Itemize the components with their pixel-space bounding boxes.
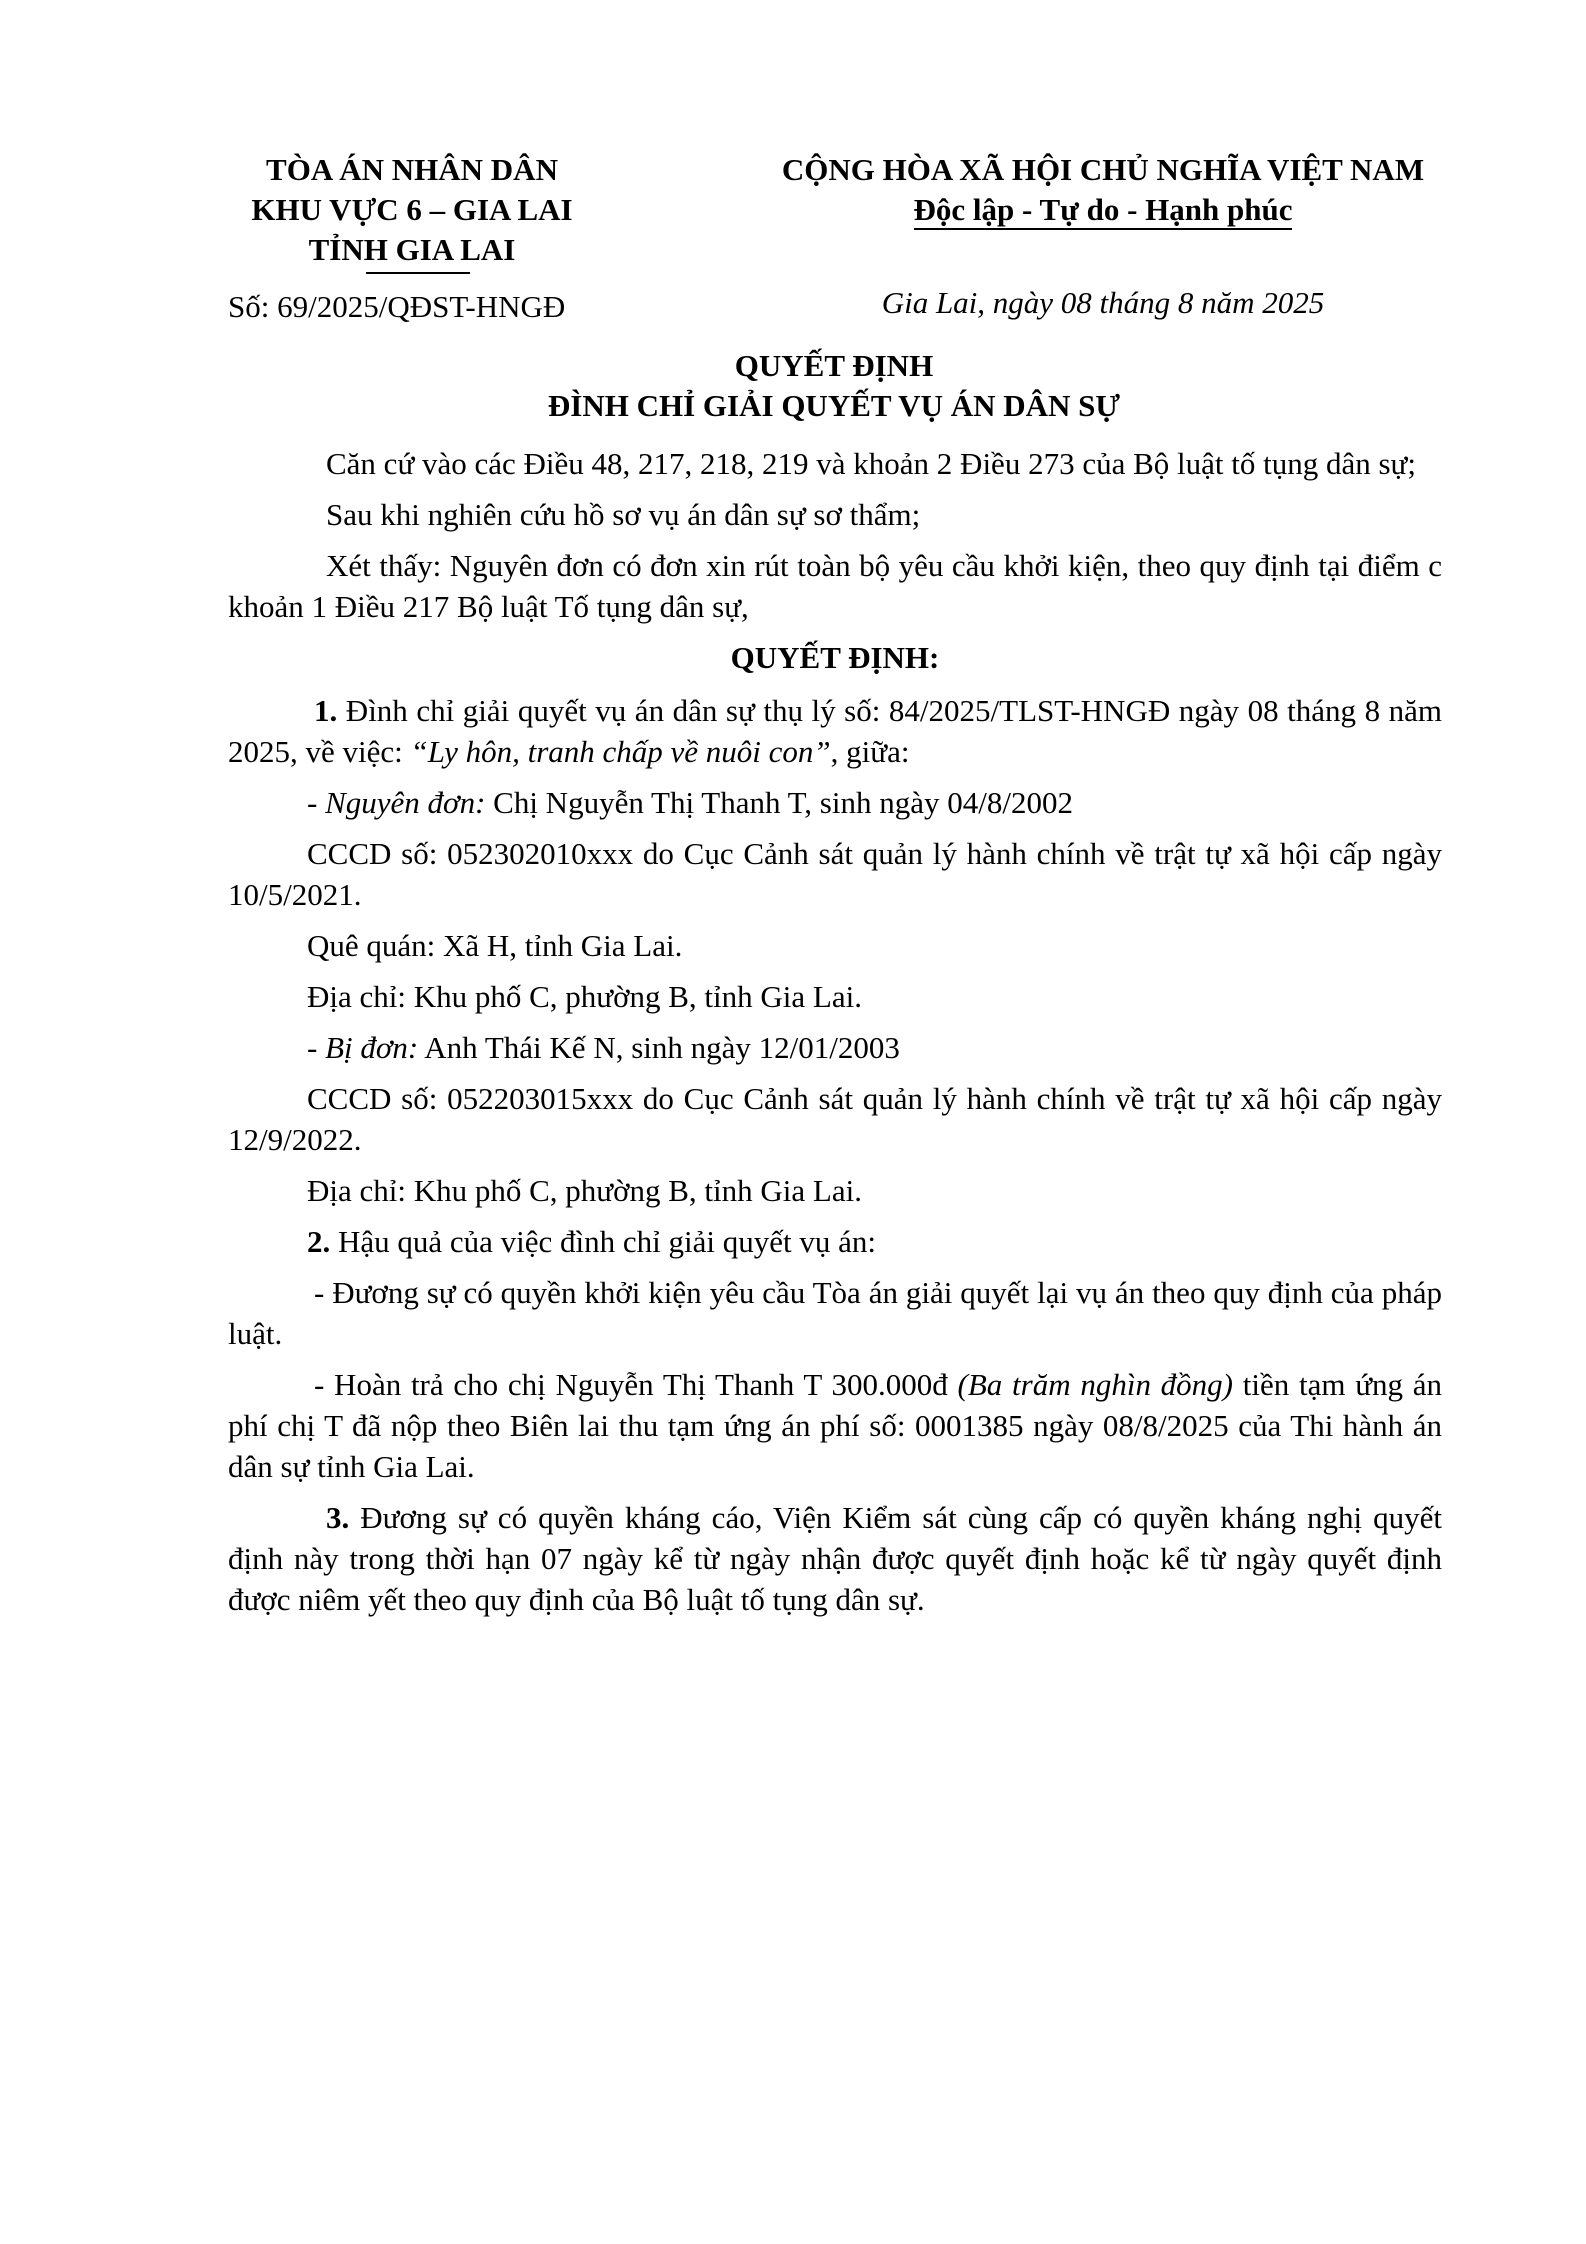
document-body xyxy=(228,443,1442,1630)
document-title xyxy=(228,346,1440,426)
section-1-text: Đình chỉ giải quyết vụ án dân sự thụ lý số: 84/2025/TLST-HNGĐ ngày 08 tháng 8 năm 2025, về việc: xyxy=(228,693,1442,769)
court-header xyxy=(212,150,612,270)
nation-title: CỘNG HÒA XÃ HỘI CHỦ NGHĨA VIỆT NAM xyxy=(781,152,1425,187)
court-name-line-2: KHU VỰC 6 – GIA LAI xyxy=(251,192,573,227)
case-subject: “Ly hôn, tranh chấp về nuôi con” xyxy=(410,734,831,769)
plaintiff-value: Chị Nguyễn Thị Thanh T, sinh ngày 04/8/2002 xyxy=(485,785,1073,820)
national-motto: Độc lập - Tự do - Hạnh phúc xyxy=(914,192,1293,230)
section-2-number: 2. xyxy=(307,1224,331,1259)
plaintiff-id: CCCD số: 052302010xxx do Cục Cảnh sát quản lý hành chính về trật tự xã hội cấp ngày 10/5/2021. xyxy=(228,836,1442,912)
defendant-address: Địa chỉ: Khu phố C, phường B, tỉnh Gia Lai. xyxy=(307,1173,862,1208)
refund-text: - Hoàn trả cho chị Nguyễn Thị Thanh T 300.000đ xyxy=(314,1367,958,1402)
defendant-label: - Bị đơn: xyxy=(307,1030,419,1065)
section-3-number: 3. xyxy=(326,1500,350,1535)
preamble-review: Sau khi nghiên cứu hồ sơ vụ án dân sự sơ thẩm; xyxy=(326,497,921,532)
section-2-item-2 xyxy=(228,1364,1442,1487)
defendant-line xyxy=(228,1027,1442,1068)
plaintiff-address: Địa chỉ: Khu phố C, phường B, tỉnh Gia Lai. xyxy=(307,979,862,1014)
defendant-value: Anh Thái Kế N, sinh ngày 12/01/2003 xyxy=(418,1030,900,1065)
plaintiff-line xyxy=(228,782,1442,823)
section-2-title: Hậu quả của việc đình chỉ giải quyết vụ án: xyxy=(330,1224,877,1259)
title-line-2: ĐÌNH CHỈ GIẢI QUYẾT VỤ ÁN DÂN SỰ xyxy=(547,388,1121,423)
title-line-1: QUYẾT ĐỊNH xyxy=(734,348,934,383)
preamble-finding: Xét thấy: Nguyên đơn có đơn xin rút toàn bộ yêu cầu khởi kiện, theo quy định tại điểm c khoản 1 Điều 217 Bộ luật Tố tụng dân sự, xyxy=(228,548,1442,624)
section-3-text: Đương sự có quyền kháng cáo, Viện Kiểm sát cùng cấp có quyền kháng nghị quyết định này trong thời hạn 07 ngày kể từ ngày nhận được quyết định hoặc kể từ ngày quyết định được niêm yết theo quy định của Bộ luật tố tụng dân sự. xyxy=(228,1500,1442,1617)
section-2 xyxy=(228,1221,1442,1262)
section-1-number: 1. xyxy=(314,693,338,728)
refund-text-end: tiền tạm ứng án phí chị T đã nộp theo Biên lai thu tạm ứng án phí số: 0001385 ngày 08/8/2025 của Thi hành án dân sự tỉnh Gia Lai. xyxy=(228,1367,1443,1484)
section-2-item-1: - Đương sự có quyền khởi kiện yêu cầu Tòa án giải quyết lại vụ án theo quy định của pháp luật. xyxy=(228,1275,1442,1351)
section-1-text-end: , giữa: xyxy=(830,734,910,769)
preamble-legal-basis: Căn cứ vào các Điều 48, 217, 218, 219 và khoản 2 Điều 273 của Bộ luật tố tụng dân sự; xyxy=(326,446,1416,481)
place-and-date: Gia Lai, ngày 08 tháng 8 năm 2025 xyxy=(881,285,1325,320)
plaintiff-hometown: Quê quán: Xã H, tỉnh Gia Lai. xyxy=(307,928,683,963)
court-name-line-3: TỈNH GIA LAI xyxy=(308,232,516,267)
national-header xyxy=(723,150,1483,230)
defendant-id: CCCD số: 052203015xxx do Cục Cảnh sát quản lý hành chính về trật tự xã hội cấp ngày 12/9/2022. xyxy=(228,1081,1442,1157)
refund-amount-words: (Ba trăm nghìn đồng) xyxy=(957,1367,1234,1402)
section-3 xyxy=(228,1497,1442,1620)
decision-heading: QUYẾT ĐỊNH: xyxy=(730,640,940,675)
section-1 xyxy=(228,690,1442,772)
court-header-rule xyxy=(366,272,470,274)
plaintiff-label: - Nguyên đơn: xyxy=(307,785,486,820)
court-name-line-1: TÒA ÁN NHÂN DÂN xyxy=(266,152,558,187)
document-number: Số: 69/2025/QĐST-HNGĐ xyxy=(228,289,566,324)
